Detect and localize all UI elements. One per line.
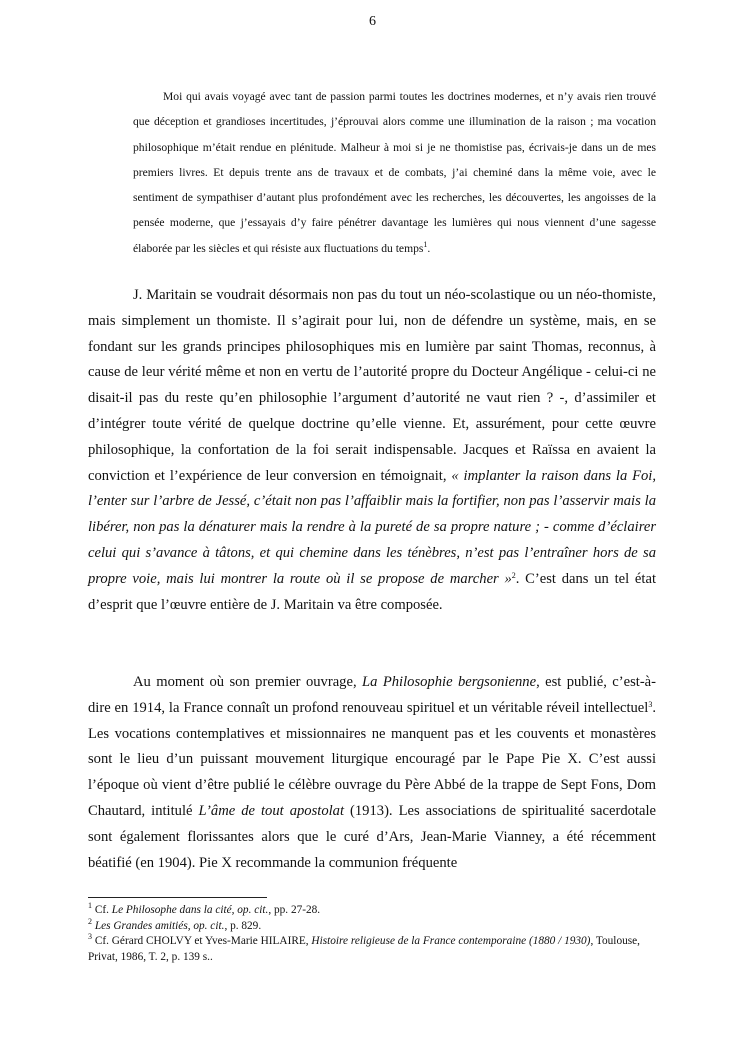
footnote-number: 1 [88, 901, 92, 910]
paragraph-maritain-thomism [88, 283, 656, 618]
paragraph1-italic-quote: « implanter la raison dans la Foi, l’enter sur l’arbre de Jessé, c’était non pas l’affaiblir mais la fortifier, non pas l’asservir mais la libérer, non pas la dénaturer mais la rendre à la pureté de sa propre nature ; - comme d’éclairer celui qui s’avance à tâtons, et qui chemine dans les ténèbres, n’est pas l’entraîner hors de sa propre voie, mais lui montrer la route où il se propose de marcher » [88, 467, 657, 587]
footnote-ref-1[interactable]: 1 [423, 239, 428, 249]
quote-text: Moi qui avais voyagé avec tant de passion parmi toutes les doctrines modernes, et n’y avais rien trouvé que déception et grandioses incertitudes, j’éprouvai alors comme une illumination de la raison ; ma vocation philosophique m’était rendue en plénitude. Malheur à moi si je ne thomistise pas, écrivais-je dans un de mes premiers livres. Et depuis trente ans de travaux et de combats, j’ai cheminé dans la même voie, avec le sentiment de sympathiser d’autant plus profondément avec les recherches, les découvertes, les angoisses de la pensée moderne, que j’essayais d’y faire pénétrer davantage les lumières qui nous viennent d’une sagesse élaborée par les siècles et qui résiste aux fluctuations du temps [133, 90, 656, 255]
footnote-title: Histoire religieuse de la France contemporaine (1880 / 1930) [311, 935, 591, 947]
footnote-suffix: , p. 829. [224, 919, 262, 932]
footnote-number: 2 [88, 916, 92, 926]
footnote-suffix: , pp. 27-28. [268, 904, 321, 916]
footnotes [88, 903, 668, 965]
paragraph2-text-4: (1913). Les associations de spiritualité sacerdotale sont également florissantes alors que le curé d’Ars, Jean-Marie Vianney, a été récemment béatifié (en 1904). Pie X recommande la communion fréquente [88, 802, 656, 871]
book-title-ame-apostolat: L’âme de tout apostolat [198, 802, 345, 819]
page-number: 6 [369, 14, 376, 29]
footnote-ref-3[interactable]: 3 [648, 699, 653, 709]
footnote-3 [88, 934, 668, 965]
footnote-ref-2[interactable]: 2 [511, 570, 516, 580]
paragraph1-text: J. Maritain se voudrait désormais non pas du tout un néo-scolastique ou un néo-thomiste, mais simplement un thomiste. Il s’agirait pour lui, non de défendre un système, mais, en se fondant sur les grands principes philosophiques mis en lumière par saint Thomas, reconnus, à cause de leur vérité même et non en vertu de l’autorité propre du Docteur Angélique - celui-ci ne disait-il pas du reste qu’en philosophie l’argument d’autorité ne vaut rien ? -, d’assimiler et d’intégrer toute vérité de quelque doctrine qu’elle vienne. Et, assurément, pour cette œuvre philosophique, la confortation de la foi serait indispensable. Jacques et Raïssa en avaient la conviction et l’expérience de leur conversion en témoignait, [88, 287, 656, 484]
block-quote [133, 84, 656, 261]
paragraph1-text-end: . C’est dans un tel état d’esprit que l’œuvre entière de J. Maritain va être composée. [88, 570, 656, 613]
footnote-1 [88, 903, 668, 919]
footnote-prefix: Cf. Gérard CHOLVY et Yves-Marie HILAIRE, [94, 935, 312, 947]
quote-end: . [427, 241, 431, 255]
footnote-title: Les Grandes amitiés, op. cit. [94, 919, 225, 932]
paragraph2-text-3: . Les vocations contemplatives et missionnaires ne manquent pas et les couvents et monastères sont le lieu d’un puissant mouvement liturgique encouragé par le Pape Pie X. C’est aussi l’époque où vient d’être publié le célèbre ouvrage du Père Abbé de la trappe de Sept Fons, Dom Chautard, intitulé [88, 699, 656, 819]
footnote-number: 3 [88, 932, 92, 941]
paragraph2-text-1: Au moment où son premier ouvrage, [133, 674, 363, 690]
footnote-title: Le Philosophe dans la cité, op. cit. [111, 904, 269, 916]
footnote-suffix: , Toulouse, Privat, 1986, T. 2, p. 139 s.. [88, 935, 640, 963]
footnote-separator [88, 897, 267, 898]
footnote-2 [88, 916, 668, 935]
paragraph2-text-2: , est publié, c’est-à-dire en 1914, la France connaît un profond renouveau spirituel et un véritable réveil intellectuel [88, 674, 657, 716]
paragraph-renouveau-spirituel [88, 670, 656, 876]
book-title-bergsonienne: La Philosophie bergsonienne [362, 674, 537, 690]
footnote-prefix: Cf. [94, 904, 112, 916]
